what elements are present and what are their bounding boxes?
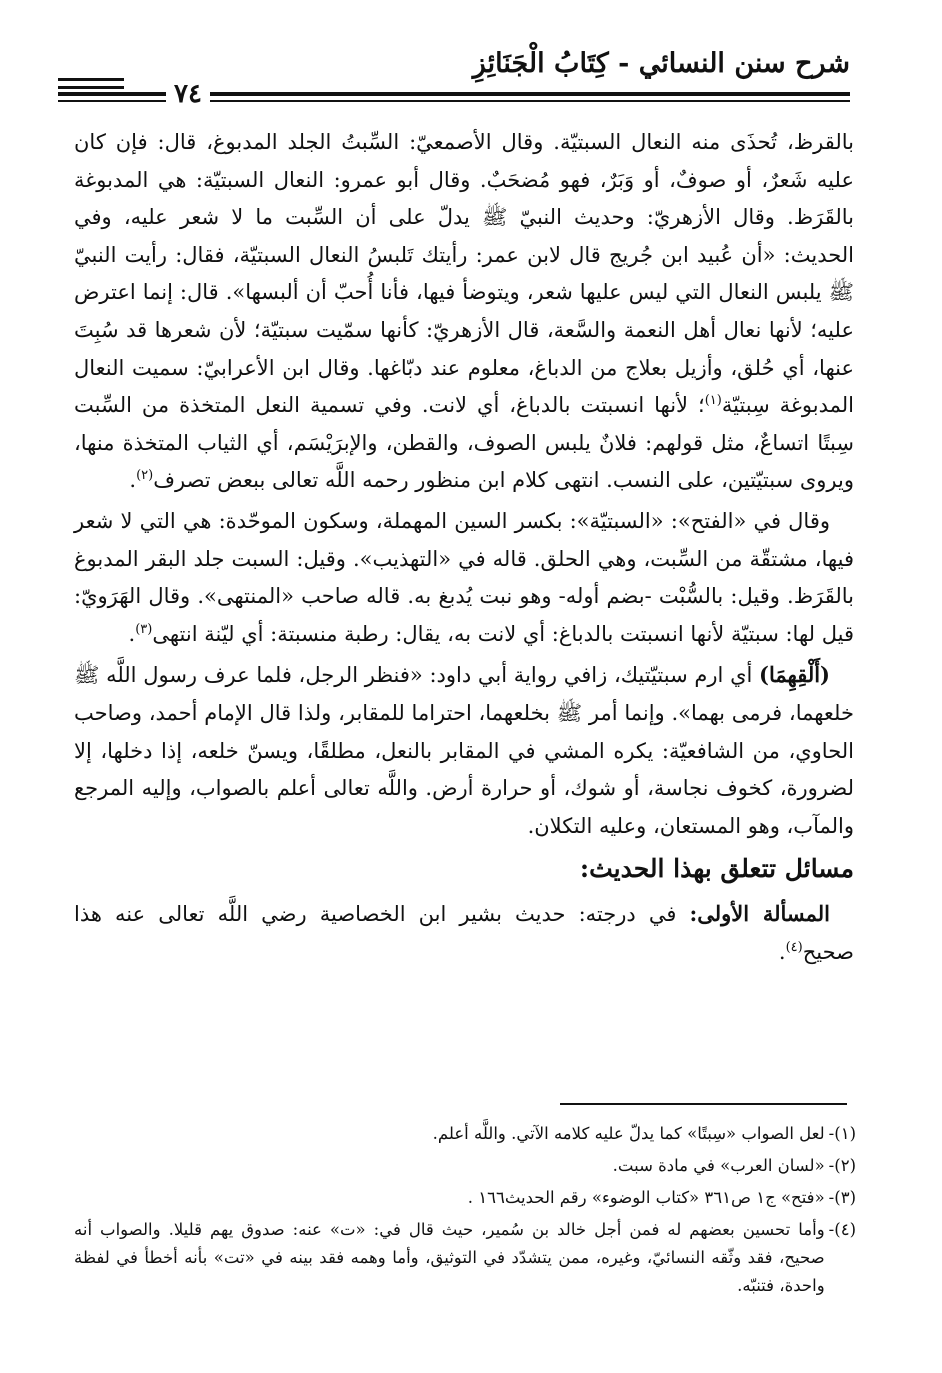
footnote-1	[74, 1120, 856, 1148]
footnote-marker: (١)-	[828, 1124, 856, 1143]
footnote-marker: (٣)-	[828, 1188, 856, 1207]
page-number: ٧٤	[166, 80, 210, 108]
footnote-marker: (٤)-	[828, 1220, 856, 1239]
footnote-3	[74, 1184, 856, 1212]
issue-label: المسألة الأولى:	[689, 901, 830, 927]
page-header	[58, 44, 850, 109]
running-title: شرح سنن النسائي - كِتَابُ الْجَنَائِزِ	[472, 48, 850, 79]
footnote-text: «لسان العرب» في مادة سبت.	[612, 1156, 825, 1175]
main-text	[74, 124, 854, 971]
footnote-separator	[560, 1103, 847, 1105]
footnote-text: «فتح» ج١ ص٣٦١ «كتاب الوضوء» رقم الحديث١٦٦ .	[467, 1188, 825, 1207]
footnote-ref[interactable]: (٢)	[136, 468, 154, 484]
hadith-term: (أَلْقِهِمَا)	[759, 662, 830, 688]
footnote-text: لعل الصواب «سِبتًا» كما يدلّ عليه كلامه الآتي. واللَّه أعلم.	[432, 1124, 825, 1143]
paragraph-first-issue: المسألة الأولى: في درجته: حديث بشير ابن الخصاصية رضي اللَّه تعالى عنه هذا صحيح$^{(٤)}$.	[74, 901, 854, 964]
section-heading: مسائل تتعلق بهذا الحديث:	[579, 854, 854, 884]
paragraph-sabt-definition: بالقرظ، تُحذَى منه النعال السبتيّة. وقال الأصمعيّ: السِّبتُ الجلد المدبوغ، قال: فإن كان عليه شَعرٌ، أو صوفٌ، أو وَبَرٌ، فهو مُضحَبٌ. وقال أبو عمرو: النعال السبتيّة: هي المدبوغة بالقَرَظ. وقال الأزهريّ: وحديث النبيّ ﷺ يدلّ على أن السِّبت ما لا شعر عليه، وفي الحديث: «أن عُبيد ابن جُريج قال لابن عمر: رأيتك تَلبسُ النعال السبتيّة، فقال: رأيت النبيّ ﷺ يلبس النعال التي ليس عليها شعر، ويتوضأ فيها، فأنا أُحبّ أن ألبسها». قال: إنما اعترض عليه؛ لأنها نعال أهل النعمة والسَّعة، قال الأزهريّ: كأنها سمّيت سبتيّة؛ لأن شعرها قد سُبِتَ عنها، أي حُلق، وأزيل بعلاج من الدباغ، معلوم عند دبّاغها. وقال ابن الأعرابيّ: سميت النعال المدبوغة سِبتيّة$^{(١)}$؛ لأنها انسبتت بالدباغ، أي لانت. وفي تسمية النعل المتخذة من السِّبت سِبتًا اتساعٌ، مثل قولهم: فلانٌ يلبس الصوف، والقطن، والإبرَيْسَم، أي الثياب المتخذة منها، ويروى سبتيّتين، على النسب. انتهى كلام ابن منظور رحمه اللَّه تعالى ببعض تصرف$^{(٢)}$.	[74, 130, 854, 493]
footnote-ref[interactable]: (١)	[704, 393, 722, 409]
footnote-ref[interactable]: (٣)	[135, 621, 153, 637]
footnote-text: وأما تحسين بعضهم له فمن أجل خالد بن سُمير، حيث قال في: «ت» عنه: صدوق يهم قليلا. والصواب أنه صحيح، فقد وثّقه النسائيّ، وغيره، ممن يتشدّد في التوثيق، وأما وهمه فقد بينه في «تت» بأنه أخطأ في لفظة واحدة، فتنبّه.	[74, 1220, 825, 1295]
footnote-2	[74, 1152, 856, 1180]
footnote-marker: (٢)-	[828, 1156, 856, 1175]
footnote-4	[74, 1216, 856, 1300]
header-ornament-rule	[58, 78, 124, 81]
footnotes	[74, 1120, 856, 1304]
header-ornament-rule	[58, 86, 124, 89]
footnote-ref[interactable]: (٤)	[785, 939, 803, 955]
paragraph-fath-quote: وقال في «الفتح»: «السبتيّة»: بكسر السين المهملة، وسكون الموحّدة: هي التي لا شعر فيها، مشتقّة من السِّبت، وهي الحلق. قاله في «التهذيب». وقيل: السبت جلد البقر المدبوغ بالقَرَظ. وقيل: بالسُّبْت -بضم أوله- وهو نبت يُدبغ به. قاله صاحب «المنتهى». وقال الهَرَويّ: قيل لها: سبتيّة لأنها انسبتت بالدباغ: أي لانت به، يقال: رطبة منسبتة: أي ليّنة انتهى$^{(٣)}$.	[74, 508, 854, 646]
paragraph-alqihima: (أَلْقِهِمَا) أي ارم سبتيّتيك، زافي رواية أبي داود: «فنظر الرجل، فلما عرف رسول اللَّه ﷺ خلعهما، فرمى بهما». وإنما أمر ﷺ بخلعهما، احتراما للمقابر، ولذا قال الإمام أحمد، وصاحب الحاوي، من الشافعيّة: يكره المشي في المقابر بالنعل، مطلقًا، ويسنّ خلعه، إذا دخلها، إلا لضرورة، كخوف نجاسة، أو شوك، أو حرارة أرض. واللَّه تعالى أعلم بالصواب، وإليه المرجع والمآب، وهو المستعان، وعليه التكلان.	[74, 662, 854, 838]
